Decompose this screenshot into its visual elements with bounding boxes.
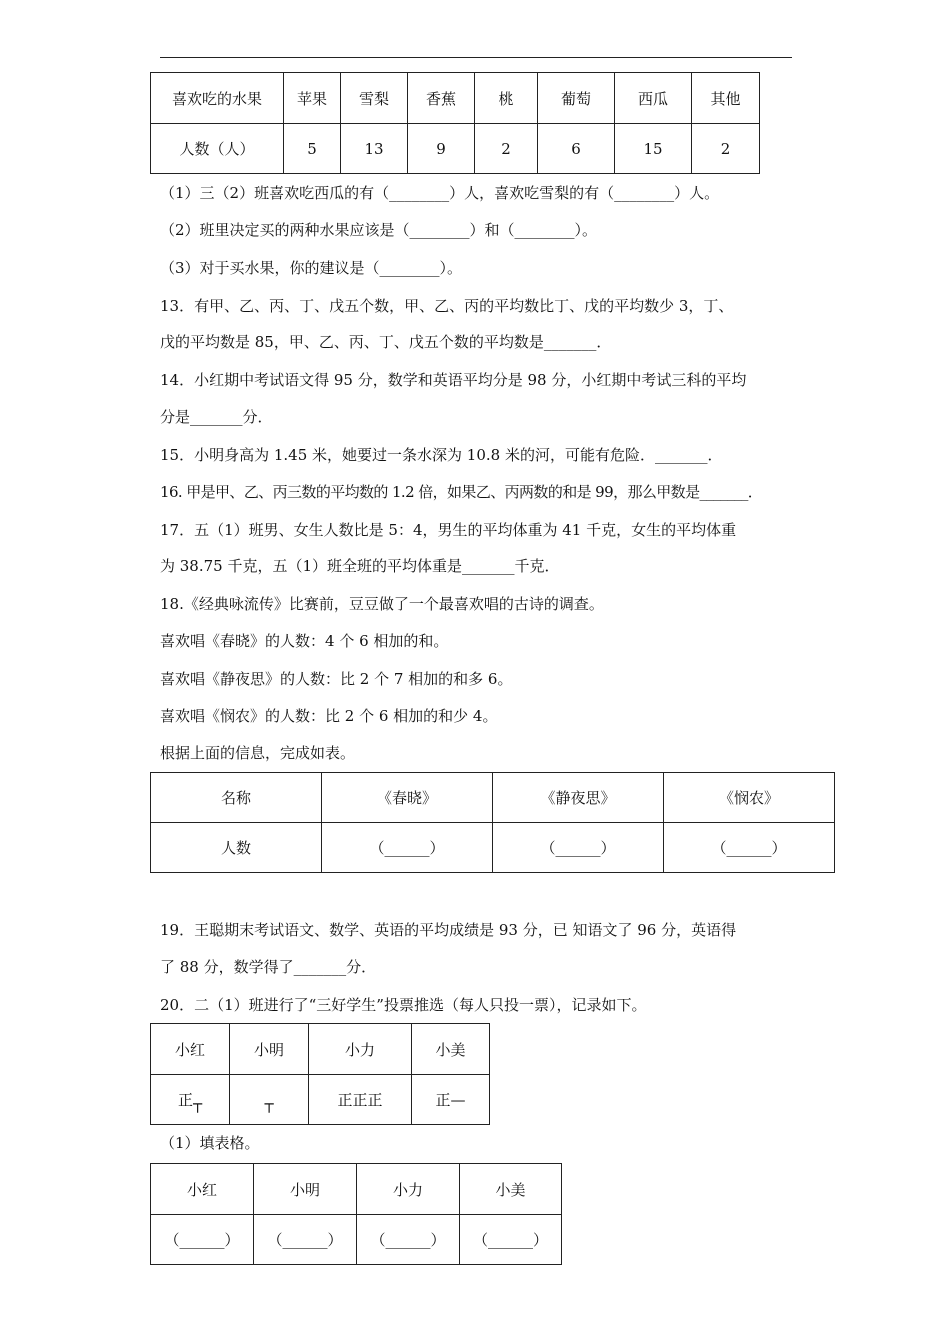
question-13-line-2: 戊的平均数是 85，甲、乙、丙、丁、戊五个数的平均数是_______． [160, 333, 612, 351]
table-cell: 5 [284, 124, 341, 174]
table-header-cell: 《春晓》 [322, 773, 493, 823]
question-12-1: （1）三（2）班喜欢吃西瓜的有（________）人，喜欢吃雪梨的有（________）人。 [160, 184, 720, 202]
question-20-intro: 20．二（1）班进行了“三好学生”投票推选（每人只投一票），记录如下。 [160, 996, 647, 1014]
table-row [151, 773, 835, 823]
question-15: 15．小明身高为 1.45 米，她要过一条水深为 10.8 米的河，可能有危险．_______． [160, 446, 723, 464]
tally-cell-xiaoming [230, 1075, 309, 1125]
tally-partial-mark: ┬ [264, 1094, 274, 1113]
table-row [151, 1215, 562, 1265]
tally-cell-xiaohong [151, 1075, 230, 1125]
tally-cell-xiaomei: 正— [412, 1075, 490, 1125]
table-cell: （______） [322, 823, 493, 873]
table-cell: 13 [341, 124, 408, 174]
question-18-info-2: 喜欢唱《静夜思》的人数：比 2 个 7 相加的和多 6。 [160, 670, 513, 688]
question-18-intro: 18.《经典咏流传》比赛前，豆豆做了一个最喜欢唱的古诗的调查。 [160, 595, 604, 613]
question-12-2: （2）班里决定买的两种水果应该是（________）和（________）。 [160, 221, 598, 239]
table-header-cell: 西瓜 [615, 73, 692, 124]
question-20-sub-1: （1）填表格。 [160, 1134, 260, 1152]
table-cell: （______） [254, 1215, 357, 1265]
table-cell: （______） [151, 1215, 254, 1265]
table-header-cell: 香蕉 [408, 73, 475, 124]
table-header-cell: 小红 [151, 1024, 230, 1075]
tally-mark: 正 [177, 1091, 193, 1109]
table-header-cell: 小明 [230, 1024, 309, 1075]
table-row [151, 73, 760, 124]
question-18-info-3: 喜欢唱《悯农》的人数：比 2 个 6 相加的和少 4。 [160, 707, 498, 725]
table-header-cell: 喜欢吃的水果 [151, 73, 284, 124]
table-header-cell: 葡萄 [538, 73, 615, 124]
table-cell: 2 [692, 124, 760, 174]
question-18-instruction: 根据上面的信息，完成如表。 [160, 744, 356, 762]
tally-partial-mark: ┬ [192, 1095, 203, 1113]
table-cell: （______） [664, 823, 835, 873]
table-cell: （______） [460, 1215, 562, 1265]
table-cell: 6 [538, 124, 615, 174]
table-header-cell: 名称 [151, 773, 322, 823]
table-row [151, 1024, 490, 1075]
table-header-cell: 《静夜思》 [493, 773, 664, 823]
table-header-cell: 小红 [151, 1164, 254, 1215]
question-14-line-2: 分是_______分． [160, 408, 273, 426]
table-cell: 人数 [151, 823, 322, 873]
table-row [151, 124, 760, 174]
table-header-cell: 《悯农》 [664, 773, 835, 823]
table-row [151, 1164, 562, 1215]
table-cell: （______） [493, 823, 664, 873]
table-header-cell: 桃 [475, 73, 538, 124]
vote-fill-table [150, 1163, 562, 1265]
table-cell: 9 [408, 124, 475, 174]
tally-cell-xiaoli: 正正正 [309, 1075, 412, 1125]
question-19-line-1: 19．王聪期末考试语文、数学、英语的平均成绩是 93 分，已 知语文了 96 分，英语得 [160, 921, 737, 939]
table-row [151, 1075, 490, 1125]
question-12-3: （3）对于买水果，你的建议是（________）。 [160, 259, 463, 277]
question-13-line-1: 13．有甲、乙、丙、丁、戊五个数，甲、乙、丙的平均数比丁、戊的平均数少 3，丁、 [160, 297, 734, 315]
table-header-cell: 小力 [357, 1164, 460, 1215]
table-header-cell: 小明 [254, 1164, 357, 1215]
table-header-cell: 小美 [460, 1164, 562, 1215]
question-17-line-1: 17．五（1）班男、女生人数比是 5：4，男生的平均体重为 41 千克，女生的平均体重 [160, 521, 737, 539]
table-cell: 15 [615, 124, 692, 174]
table-row [151, 823, 835, 873]
table-cell: （______） [357, 1215, 460, 1265]
header-rule [160, 57, 792, 58]
question-18-info-1: 喜欢唱《春晓》的人数：4 个 6 相加的和。 [160, 632, 449, 650]
table-cell: 人数（人） [151, 124, 284, 174]
vote-tally-table [150, 1023, 490, 1125]
table-header-cell: 苹果 [284, 73, 341, 124]
table-header-cell: 其他 [692, 73, 760, 124]
question-14-line-1: 14．小红期中考试语文得 95 分，数学和英语平均分是 98 分，小红期中考试三科的平均 [160, 371, 747, 389]
question-17-line-2: 为 38.75 千克，五（1）班全班的平均体重是_______千克． [160, 557, 560, 575]
table-header-cell: 小力 [309, 1024, 412, 1075]
fruit-table [150, 72, 760, 174]
table-cell: 2 [475, 124, 538, 174]
question-19-line-2: 了 88 分，数学得了_______分． [160, 958, 377, 976]
table-header-cell: 小美 [412, 1024, 490, 1075]
question-16: 16. 甲是甲、乙、丙三数的平均数的 1.2 倍，如果乙、丙两数的和是 99，那么甲数是_______． [160, 483, 763, 501]
table-header-cell: 雪梨 [341, 73, 408, 124]
poem-table [150, 772, 835, 873]
